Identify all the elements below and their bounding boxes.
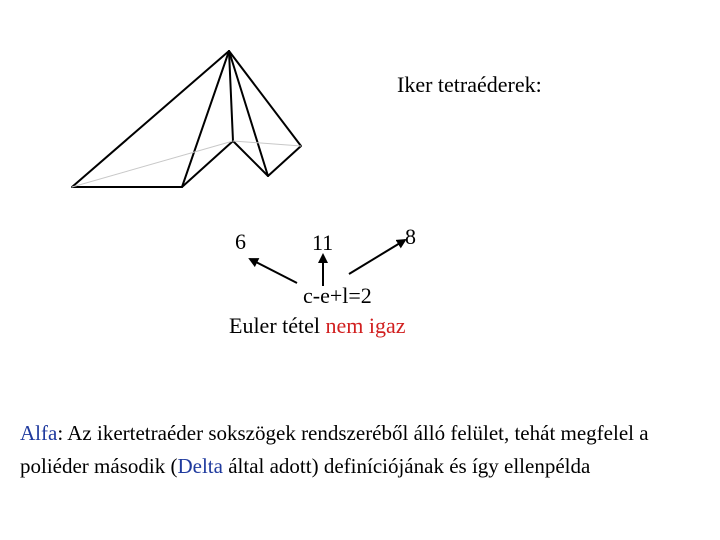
euler-statement [229, 313, 406, 339]
hidden-edge [233, 141, 301, 146]
arrow-to-faces [250, 259, 297, 283]
arrow-to-vertices [349, 240, 405, 274]
faces-count: 6 [235, 229, 246, 254]
edges-count: 11 [312, 230, 334, 255]
term-delta: Delta [177, 453, 223, 478]
edge [229, 51, 301, 146]
explanation-text-1: : Az ikertetraéder sokszögek rendszeréből álló felület, tehát megfelel a poliéder második ( [20, 421, 649, 478]
explanation-text-2: által adott) definíciójának és így ellenpélda [222, 453, 591, 478]
explanation-paragraph [20, 417, 710, 482]
term-alfa: Alfa [20, 421, 58, 445]
edge [268, 146, 301, 176]
twin-tetrahedra-drawing [72, 51, 301, 187]
euler-statement-prefix: Euler tétel [229, 313, 326, 338]
slide-title: Iker tetraéderek: [397, 72, 542, 97]
euler-not-true: nem igaz [325, 313, 406, 338]
vertices-count: 8 [405, 224, 416, 249]
euler-formula: c-e+l=2 [303, 283, 372, 308]
